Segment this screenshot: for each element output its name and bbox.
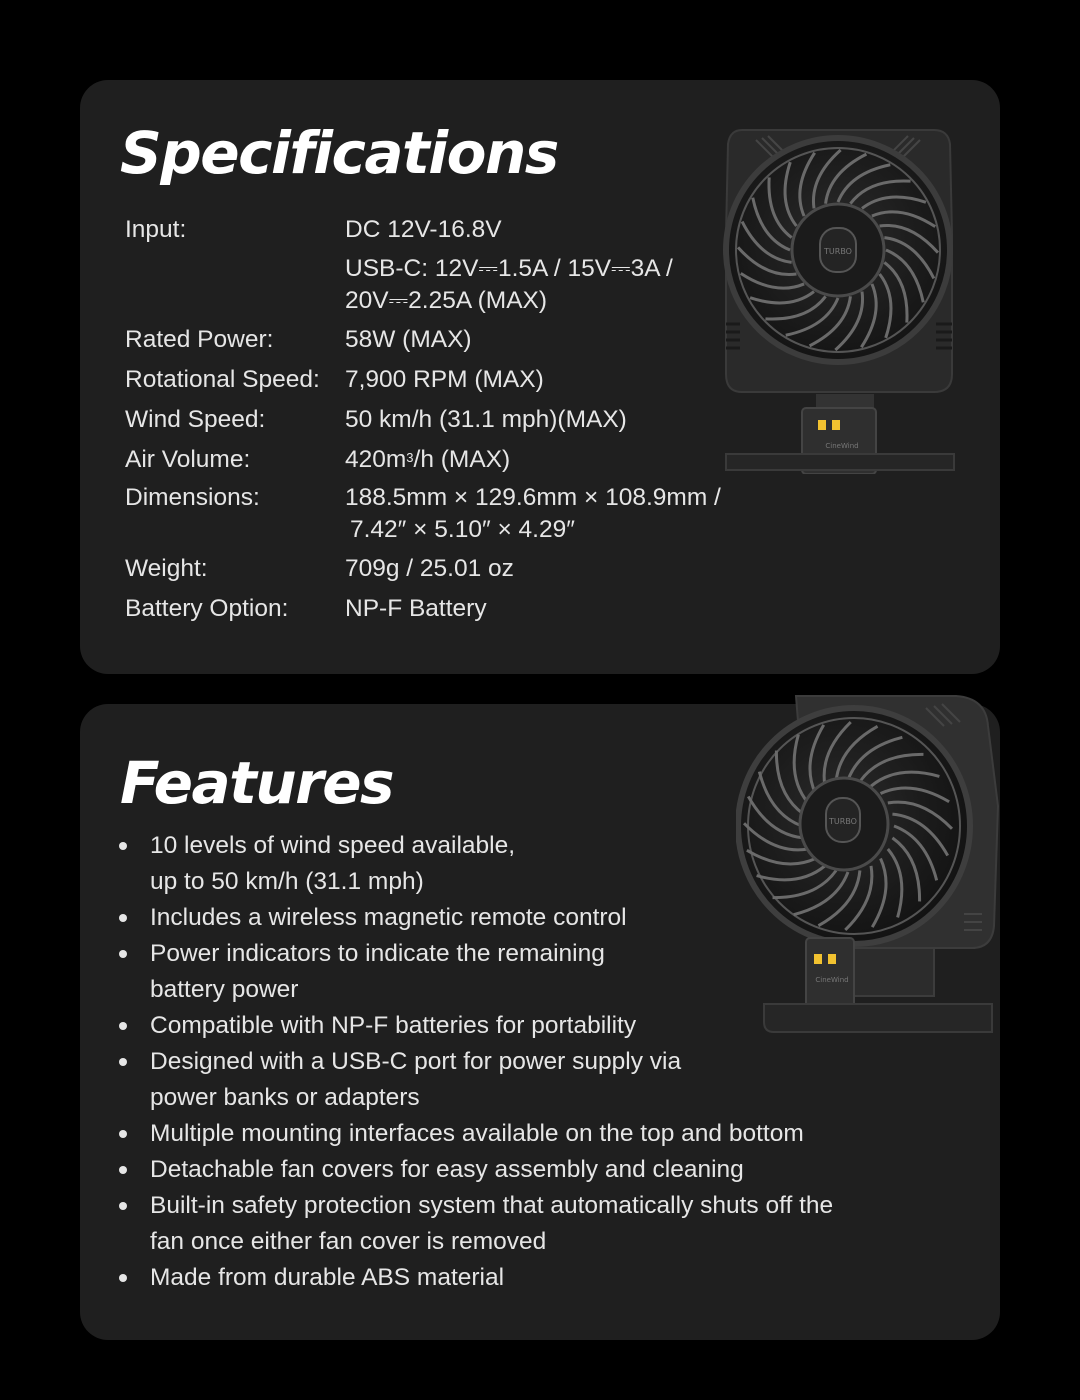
feature-item [116, 828, 833, 900]
bullet-icon [119, 1022, 127, 1030]
bullet-icon [119, 950, 127, 958]
spec-value [345, 324, 472, 356]
bullet-icon [119, 914, 127, 922]
spec-label: Dimensions: [125, 484, 260, 511]
spec-value-line: NP-F Battery [345, 595, 487, 622]
spec-value [345, 553, 514, 585]
spec-value-line: 7,900 RPM (MAX) [345, 366, 544, 393]
spec-value [345, 404, 627, 436]
indicator-light [832, 420, 840, 430]
feature-text: Power indicators to indicate the remaining [150, 940, 605, 967]
spec-label: Rated Power: [125, 326, 274, 353]
turbo-button-label: TURBO [824, 247, 852, 256]
feature-text: Made from durable ABS material [150, 1264, 505, 1291]
bullet-icon [119, 1274, 127, 1282]
bullet-icon [119, 1058, 127, 1066]
spec-label: Rotational Speed: [125, 366, 320, 393]
spec-label: Battery Option: [125, 595, 289, 622]
brand-label: CineWind [815, 976, 849, 984]
fan-product-angled-image [736, 686, 1012, 1042]
spec-value-line: 709g / 25.01 oz [345, 555, 514, 582]
feature-text: Compatible with NP-F batteries for portability [150, 1012, 637, 1039]
spec-value [345, 482, 721, 546]
feature-item [116, 1008, 833, 1044]
feature-item [116, 1260, 833, 1296]
spec-value [345, 593, 487, 625]
feature-text: Built-in safety protection system that automatically shuts off the [150, 1192, 834, 1219]
feature-item [116, 1116, 833, 1152]
spec-label: Wind Speed: [125, 406, 266, 433]
turbo-button-label: TURBO [829, 817, 857, 826]
indicator-light [828, 954, 836, 964]
feature-text: up to 50 km/h (31.1 mph) [150, 868, 424, 895]
spec-value-line: 188.5mm × 129.6mm × 108.9mm / [345, 484, 721, 511]
spec-value-line: 7.42″ × 5.10″ × 4.29″ [350, 516, 575, 543]
spec-value [345, 444, 510, 476]
features-card [80, 704, 1000, 1340]
indicator-light [818, 420, 826, 430]
spec-value-superscript: 3 [406, 450, 414, 465]
indicator-light [814, 954, 822, 964]
feature-text: Multiple mounting interfaces available on the top and bottom [150, 1120, 804, 1147]
feature-item [116, 1188, 833, 1260]
features-list [116, 828, 833, 1296]
feature-text: Includes a wireless magnetic remote control [150, 904, 627, 931]
specifications-card [80, 80, 1000, 674]
feature-item [116, 936, 833, 1008]
feature-text: battery power [150, 976, 299, 1003]
spec-value-line: 20V⎓2.25A (MAX) [345, 287, 548, 314]
spec-value-line: DC 12V-16.8V [345, 216, 502, 243]
spec-label: Air Volume: [125, 446, 251, 473]
specifications-title: Specifications [120, 119, 558, 187]
bullet-icon [119, 1166, 127, 1174]
feature-item [116, 1152, 833, 1188]
feature-text: Detachable fan covers for easy assembly and cleaning [150, 1156, 744, 1183]
spec-label: Weight: [125, 555, 208, 582]
spec-value-line: USB-C: 12V⎓1.5A / 15V⎓3A / [345, 255, 673, 282]
bullet-icon [119, 1202, 127, 1210]
spec-value-line: 50 km/h (31.1 mph)(MAX) [345, 406, 627, 433]
feature-text: 10 levels of wind speed available, [150, 832, 516, 859]
bullet-icon [119, 1130, 127, 1138]
spec-value-line: 58W (MAX) [345, 326, 472, 353]
brand-label: CineWind [825, 442, 859, 450]
spec-label: Input: [125, 216, 187, 243]
feature-text: fan once either fan cover is removed [150, 1228, 547, 1255]
feature-item [116, 900, 833, 936]
spec-value-text: /h (MAX) [413, 446, 511, 473]
spec-value-text: 420m [345, 446, 407, 473]
feature-item [116, 1044, 833, 1116]
feature-text: power banks or adapters [150, 1084, 420, 1111]
spec-value [345, 364, 544, 396]
features-title: Features [120, 749, 394, 817]
fan-product-front-image [720, 124, 956, 474]
bullet-icon [119, 842, 127, 850]
spec-value [345, 253, 673, 317]
feature-text: Designed with a USB-C port for power supply via [150, 1048, 682, 1075]
spec-value [345, 214, 502, 246]
